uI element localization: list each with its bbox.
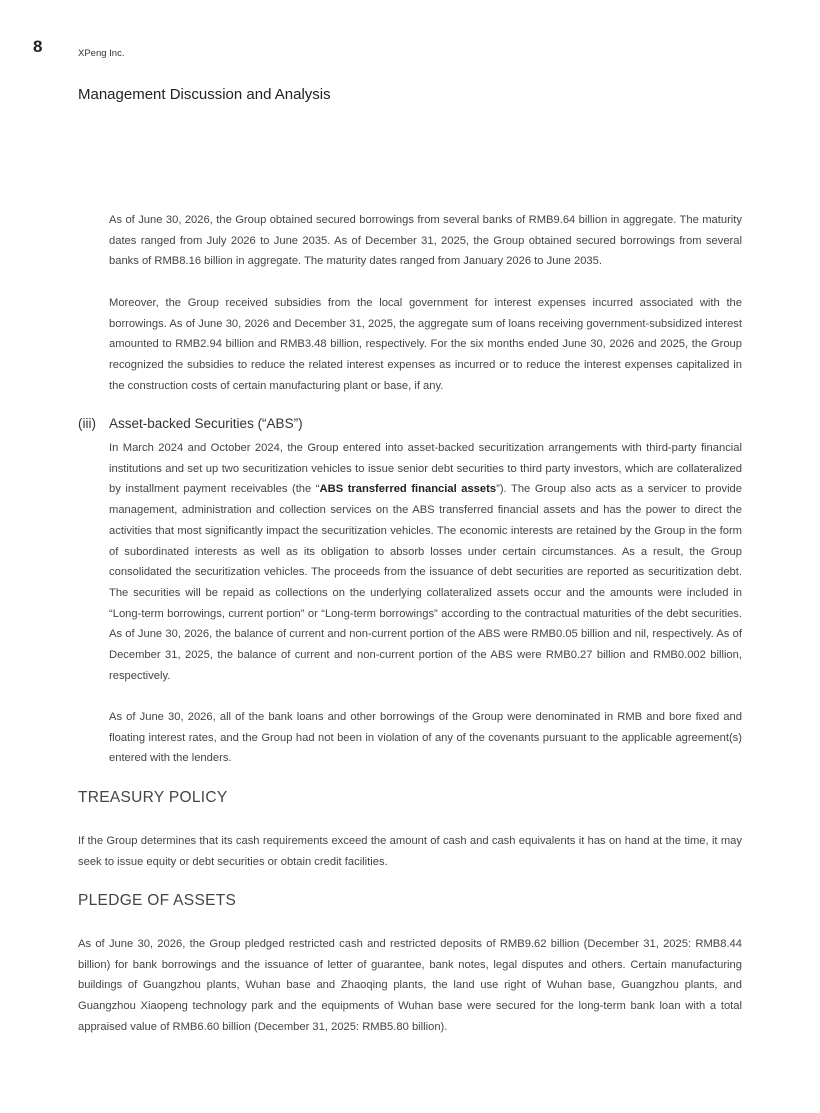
page-number: 8	[33, 37, 43, 56]
secured-borrowings-paragraph-1: As of June 30, 2026, the Group obtained secured borrowings from several banks of RMB9.64 billion in aggregate. The maturity dates ranged from July 2026 to June 2035. As of December 31, 2025, the Group obtained secured borrowings from several banks of RMB8.16 billion in aggregate. The maturity dates ranged from January 2026 to June 2035.	[109, 214, 742, 268]
pledge-of-assets-paragraph: As of June 30, 2026, the Group pledged restricted cash and restricted deposits of RMB9.62 billion (December 31, 2025: RMB8.44 billion) for bank borrowings and the issuance of letter of guarantee, bank notes, legal disputes and others. Certain manufacturing buildings of Guangzhou plants, Wuhan base and Zhaoqing plants, the land use right of Wuhan base, Guangzhou plants, and Guangzhou Xiaopeng technology park and the equipments of Wuhan base were secured for the long-term bank loan with a total appraised value of RMB6.60 billion (December 31, 2025: RMB5.80 billion).	[78, 938, 742, 1033]
company-name: XPeng Inc.	[78, 48, 125, 59]
abs-subheading: Asset-backed Securities (“ABS”)	[109, 416, 303, 431]
abs-paragraph-2: As of June 30, 2026, all of the bank loans and other borrowings of the Group were denominated in RMB and bore fixed and floating interest rates, and the Group had not been in violation of any of the covenants pursuant to the applicable agreement(s) entered with the lenders.	[109, 711, 742, 765]
abs-defined-term: ABS transferred financial assets	[319, 483, 497, 496]
abs-paragraph-1-after: ”). The Group also acts as a servicer to provide management, administration and collection services on the ABS transferred financial assets and has the power to direct the activities that most significantly impact the securitization vehicles. The economic interests are retained by the Group in the form of subordinated interests as well as its obligation to absorb losses under certain circumstances. As a result, the Group consolidated the securitization vehicles. The proceeds from the issuance of debt securities are reported as securitization debt. The securities will be repaid as collections on the underlying collateralized assets occur and the amounts were included in “Long-term borrowings, current portion” or “Long-term borrowings” according to the contractual maturities of the debt securities. As of June 30, 2026, the balance of current and non-current portion of the ABS were RMB0.05 billion and nil, respectively. As of December 31, 2025, the balance of current and non-current portion of the ABS were RMB0.27 billion and RMB0.002 billion, respectively.	[109, 483, 743, 682]
secured-borrowings-paragraph-2: Moreover, the Group received subsidies from the local government for interest expenses incurred associated with the borrowings. As of June 30, 2026 and December 31, 2025, the aggregate sum of loans receiving government-subsidized interest amounted to RMB2.94 billion and RMB3.48 billion, respectively. For the six months ended June 30, 2026 and 2025, the Group recognized the subsidies to reduce the related interest expenses as incurred or to reduce the interest expenses capitalized in the construction costs of certain manufacturing plant or base, if any.	[109, 297, 742, 392]
treasury-policy-paragraph: If the Group determines that its cash requirements exceed the amount of cash and cash equivalents it has on hand at the time, it may seek to issue equity or debt securities or obtain credit facilities.	[78, 835, 742, 868]
section-title: Management Discussion and Analysis	[78, 86, 331, 103]
pledge-of-assets-heading: PLEDGE OF ASSETS	[78, 892, 237, 909]
abs-paragraph-1	[109, 438, 742, 686]
abs-paragraph-1-before: In March 2024 and October 2024, the Group entered into asset-backed securitization arrangements with third-party financial institutions and set up two securitization vehicles to issue senior debt securities to third party investors, which are collateralized by installment payment receivables (the “	[109, 442, 742, 496]
treasury-policy-heading: TREASURY POLICY	[78, 789, 228, 806]
abs-numeral: (iii)	[78, 416, 96, 431]
